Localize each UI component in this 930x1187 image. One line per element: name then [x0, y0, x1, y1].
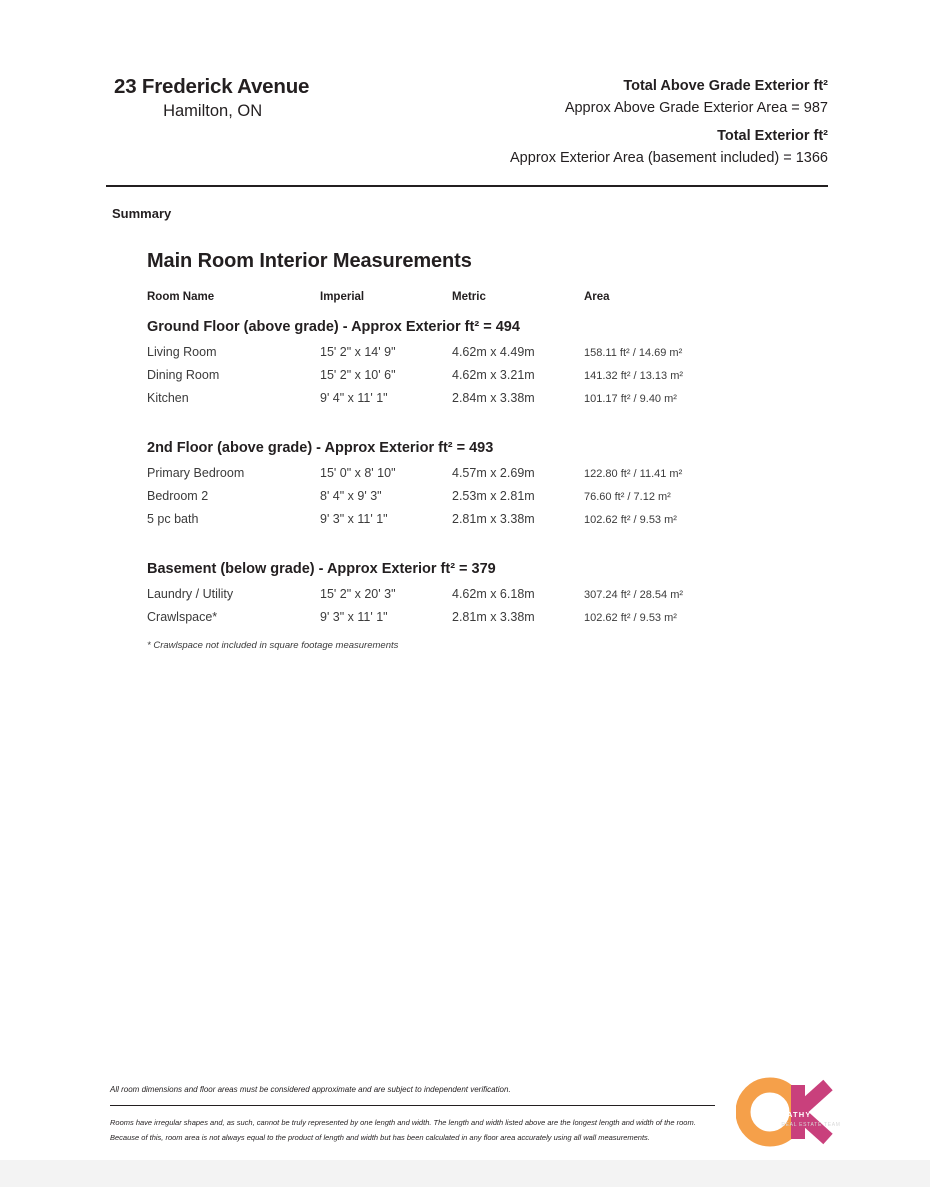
cell-imperial: 15' 2" x 20' 3" — [320, 587, 396, 601]
cell-area: 307.24 ft² / 28.54 m² — [584, 589, 684, 601]
table-row — [147, 610, 827, 633]
document-header — [106, 74, 828, 178]
cell-metric: 2.84m x 3.38m — [452, 391, 535, 405]
cell-imperial: 9' 3" x 11' 1" — [320, 610, 388, 624]
totals-block — [398, 76, 828, 169]
cell-room-name: Bedroom 2 — [147, 489, 209, 503]
table-group-second-floor — [147, 440, 827, 535]
footer-divider — [110, 1105, 715, 1106]
cell-room-name: Living Room — [147, 345, 217, 359]
column-header-area: Area — [584, 291, 610, 303]
total-exterior-title: Total Exterior ft² — [717, 128, 828, 144]
table-row — [147, 466, 827, 489]
group-title: 2nd Floor (above grade) - Approx Exterior ft² = 493 — [147, 440, 494, 456]
footer-disclaimer-line2: Rooms have irregular shapes and, as such, cannot be truly represented by one length and width. The length and width listed above are the longest length and width of the room. — [110, 1118, 696, 1127]
cell-room-name: Primary Bedroom — [147, 466, 245, 480]
document-footer — [110, 1083, 715, 1145]
cell-room-name: Crawlspace* — [147, 610, 218, 624]
cell-area: 102.62 ft² / 9.53 m² — [584, 514, 677, 526]
header-divider — [106, 185, 828, 187]
table-column-headers — [147, 291, 827, 303]
group-title: Ground Floor (above grade) - Approx Exterior ft² = 494 — [147, 319, 520, 335]
table-row — [147, 345, 827, 368]
cell-metric: 4.62m x 6.18m — [452, 587, 535, 601]
cell-room-name: Laundry / Utility — [147, 587, 234, 601]
cell-imperial: 15' 2" x 14' 9" — [320, 345, 396, 359]
total-exterior-value: Approx Exterior Area (basement included) = 1366 — [510, 150, 828, 166]
page-bottom-strip — [0, 1160, 930, 1187]
logo-wordmark — [772, 1110, 850, 1130]
totals-spacer — [398, 119, 828, 126]
cell-imperial: 9' 4" x 11' 1" — [320, 391, 388, 405]
column-header-imperial: Imperial — [320, 291, 365, 303]
cell-imperial: 15' 2" x 10' 6" — [320, 368, 396, 382]
address-city: Hamilton, ON — [163, 102, 263, 120]
footer-disclaimer-line3: Because of this, room area is not always equal to the product of length and width but has been calculated in any floor area accurately using all wall measurements. — [110, 1133, 650, 1142]
cell-metric: 4.57m x 2.69m — [452, 466, 535, 480]
table-row — [147, 391, 827, 414]
cell-metric: 4.62m x 4.49m — [452, 345, 535, 359]
cell-area: 141.32 ft² / 13.13 m² — [584, 370, 684, 382]
summary-label: Summary — [112, 206, 172, 221]
crawlspace-footnote: * Crawlspace not included in square footage measurements — [147, 640, 399, 651]
above-grade-total-title: Total Above Grade Exterior ft² — [623, 78, 828, 94]
cell-area: 158.11 ft² / 14.69 m² — [584, 347, 683, 359]
cell-area: 76.60 ft² / 7.12 m² — [584, 491, 671, 503]
measurements-table — [147, 250, 827, 651]
cell-area: 122.80 ft² / 11.41 m² — [584, 468, 683, 480]
group-title: Basement (below grade) - Approx Exterior ft² = 379 — [147, 561, 496, 577]
table-row — [147, 512, 827, 535]
cell-metric: 2.53m x 2.81m — [452, 489, 535, 503]
cell-imperial: 15' 0" x 8' 10" — [320, 466, 396, 480]
above-grade-total-value: Approx Above Grade Exterior Area = 987 — [564, 100, 828, 116]
table-row — [147, 587, 827, 610]
logo-company-name: CATHY KOOP — [780, 1110, 842, 1119]
footer-disclaimer-primary: All room dimensions and floor areas must be considered approximate and are subject to independent verification. — [110, 1085, 511, 1094]
cell-metric: 2.81m x 3.38m — [452, 512, 535, 526]
table-row — [147, 368, 827, 391]
table-group-ground-floor — [147, 319, 827, 414]
cell-metric: 4.62m x 3.21m — [452, 368, 535, 382]
cell-room-name: 5 pc bath — [147, 512, 199, 526]
column-header-room-name: Room Name — [147, 291, 215, 303]
logo-tagline: REAL ESTATE TEAM — [781, 1122, 841, 1128]
cell-imperial: 9' 3" x 11' 1" — [320, 512, 388, 526]
table-row — [147, 489, 827, 512]
table-title: Main Room Interior Measurements — [147, 250, 472, 272]
column-header-metric: Metric — [452, 291, 486, 303]
cell-room-name: Dining Room — [147, 368, 220, 382]
cell-area: 102.62 ft² / 9.53 m² — [584, 612, 677, 624]
table-group-basement — [147, 561, 827, 651]
property-address — [114, 74, 309, 122]
address-street: 23 Frederick Avenue — [114, 75, 310, 98]
cell-imperial: 8' 4" x 9' 3" — [320, 489, 382, 503]
cell-room-name: Kitchen — [147, 391, 189, 405]
cell-area: 101.17 ft² / 9.40 m² — [584, 393, 677, 405]
cell-metric: 2.81m x 3.38m — [452, 610, 535, 624]
